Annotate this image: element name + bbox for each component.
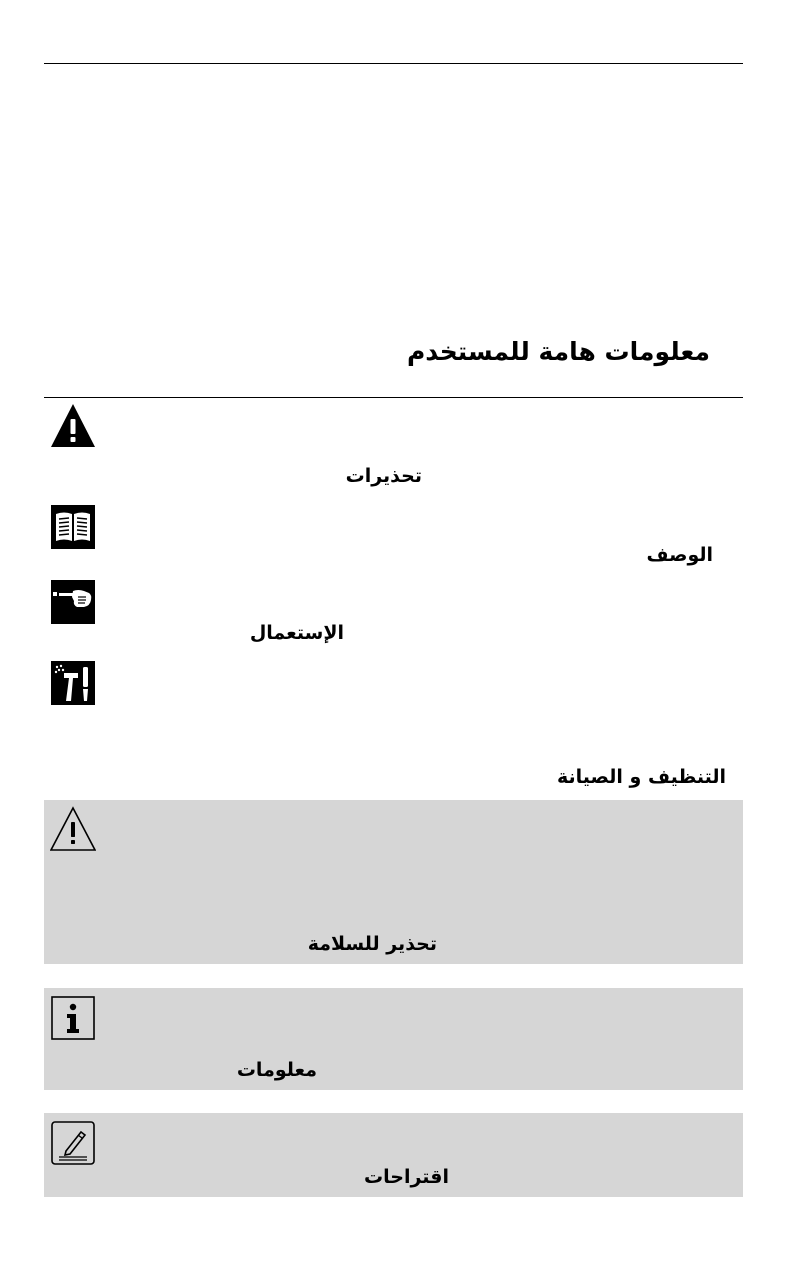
symbol-label-description: الوصف — [646, 544, 713, 566]
top-divider — [44, 63, 743, 64]
info-label: معلومات — [236, 1059, 317, 1081]
safety-warning-box — [44, 800, 743, 964]
symbol-label-warnings: تحذيرات — [345, 465, 422, 487]
info-box — [44, 988, 743, 1090]
cleaning-tools-icon — [51, 661, 95, 705]
safety-warning-label: تحذير للسلامة — [307, 933, 437, 955]
open-book-icon — [51, 505, 95, 549]
suggestions-box — [44, 1113, 743, 1197]
suggestions-label: اقتراحات — [364, 1166, 449, 1188]
warning-outline-icon — [50, 806, 96, 852]
symbol-label-cleaning: التنظيف و الصيانة — [556, 766, 726, 788]
info-icon — [51, 996, 95, 1040]
hand-pointing-icon — [51, 580, 95, 624]
page-title: معلومات هامة للمستخدم — [406, 337, 710, 366]
warning-triangle-icon — [50, 402, 96, 448]
symbol-label-usage: الإستعمال — [249, 622, 344, 644]
section-divider — [44, 397, 743, 398]
note-pencil-icon — [51, 1121, 95, 1165]
